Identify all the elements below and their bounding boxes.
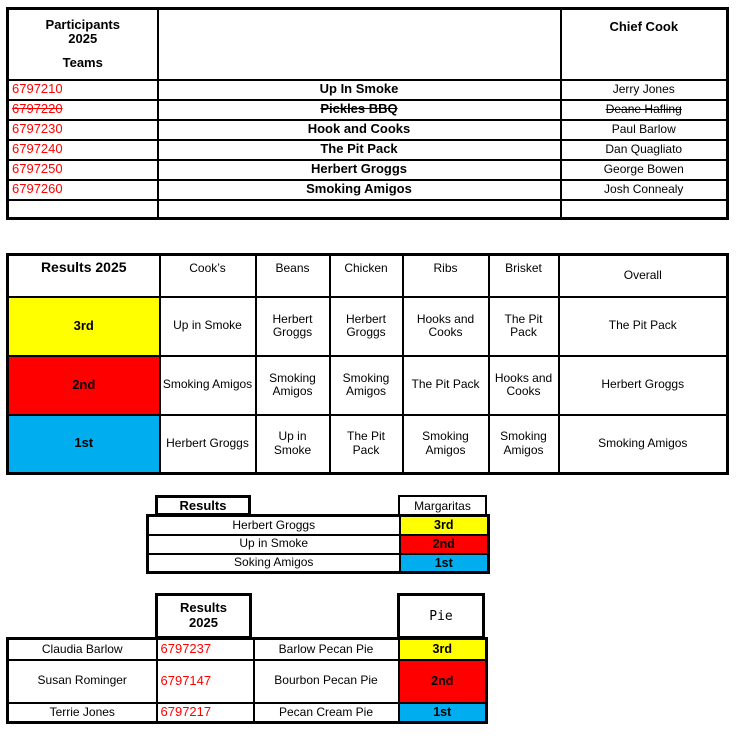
chief-cook-header-cell: Chief Cook — [561, 9, 728, 80]
chief-cook-cell — [561, 140, 728, 160]
participants-title-line1: Participants — [45, 16, 120, 32]
team-name-cell — [158, 100, 561, 120]
team-name: The Pit Pack — [320, 141, 398, 157]
participant-id: 6797230 — [12, 121, 63, 137]
team-name: Pickles BBQ — [320, 101, 398, 117]
margaritas-team-cell: Herbert Groggs — [148, 516, 400, 535]
results-row-third — [8, 297, 728, 356]
participants-title-cell — [8, 9, 158, 80]
participant-row — [8, 100, 728, 120]
result-cell: Smoking Amigos — [330, 356, 403, 415]
pie-category-box: Pie — [397, 593, 485, 639]
team-name: Up In Smoke — [319, 81, 399, 97]
pie-row — [8, 639, 487, 660]
team-name: Herbert Groggs — [310, 161, 408, 177]
pie-entry-cell: Barlow Pecan Pie — [254, 639, 399, 660]
pie-entry-cell: Pecan Cream Pie — [254, 703, 399, 723]
participant-id-cell — [8, 180, 158, 200]
rank-cell: 2nd — [8, 356, 160, 415]
rank-cell: 3rd — [400, 516, 489, 535]
results-row-second — [8, 356, 728, 415]
rank-cell: 2nd — [400, 535, 489, 554]
participant-id-cell — [8, 120, 158, 140]
pie-entry-cell: Bourbon Pecan Pie — [254, 660, 399, 703]
result-cell: Smoking Amigos — [559, 415, 728, 474]
rank-cell: 2nd — [399, 660, 487, 703]
chief-cook-name: Josh Connealy — [604, 181, 684, 196]
column-header-chicken: Chicken — [330, 255, 403, 297]
result-cell: Smoking Amigos — [403, 415, 489, 474]
pie-id-cell: 6797237 — [157, 639, 254, 660]
rank-cell: 1st — [399, 703, 487, 723]
result-cell: Herbert Groggs — [559, 356, 728, 415]
pie-baker-cell: Susan Rominger — [8, 660, 157, 703]
team-name-cell — [158, 80, 561, 100]
chief-cook-cell — [561, 100, 728, 120]
results-header-row — [8, 255, 728, 297]
participant-id-cell — [8, 160, 158, 180]
team-name: Smoking Amigos — [306, 181, 412, 197]
results-2025-table — [6, 253, 729, 475]
participants-table — [6, 7, 729, 220]
pie-results-title-line2: 2025 — [189, 615, 218, 630]
result-cell: Up in Smoke — [160, 297, 256, 356]
pie-results-title-box — [155, 593, 252, 639]
chief-cook-name: Paul Barlow — [611, 121, 676, 136]
participant-row — [8, 140, 728, 160]
participants-header-row — [8, 9, 728, 80]
result-cell: Herbert Groggs — [330, 297, 403, 356]
result-cell: Smoking Amigos — [489, 415, 559, 474]
column-header-overall: Overall — [559, 255, 728, 297]
team-name: Hook and Cooks — [307, 121, 411, 137]
chief-cook-name: George Bowen — [603, 161, 684, 176]
column-header-ribs: Ribs — [403, 255, 489, 297]
column-header-beans: Beans — [256, 255, 330, 297]
chief-cook-cell — [561, 80, 728, 100]
results-row-first — [8, 415, 728, 474]
participant-row — [8, 120, 728, 140]
team-name-cell — [158, 160, 561, 180]
participant-id: 6797260 — [12, 181, 63, 197]
chief-cook-cell — [561, 180, 728, 200]
chief-cook-cell — [561, 200, 728, 219]
result-cell: Smoking Amigos — [256, 356, 330, 415]
participant-id-cell — [8, 140, 158, 160]
team-name-cell — [158, 200, 561, 219]
pie-baker-cell: Terrie Jones — [8, 703, 157, 723]
margaritas-row — [148, 535, 489, 554]
column-header-cooks: Cook’s — [160, 255, 256, 297]
result-cell: Herbert Groggs — [160, 415, 256, 474]
margaritas-results-title-box: Results — [155, 495, 251, 516]
chief-cook-name: Jerry Jones — [612, 81, 675, 96]
empty-header-cell — [158, 9, 561, 80]
pie-id-cell: 6797147 — [157, 660, 254, 703]
result-cell: The Pit Pack — [489, 297, 559, 356]
margaritas-team-cell: Soking Amigos — [148, 554, 400, 573]
result-cell: Hooks and Cooks — [403, 297, 489, 356]
result-cell: Herbert Groggs — [256, 297, 330, 356]
participant-id-cell — [8, 100, 158, 120]
results-title-cell: Results 2025 — [8, 255, 160, 297]
result-cell: Up in Smoke — [256, 415, 330, 474]
participant-id: 6797220 — [12, 101, 63, 117]
participant-row — [8, 180, 728, 200]
margaritas-row — [148, 554, 489, 573]
pie-id-cell: 6797217 — [157, 703, 254, 723]
rank-cell: 1st — [8, 415, 160, 474]
chief-cook-name: Deane Hafling — [605, 101, 682, 116]
participant-id: 6797210 — [12, 81, 63, 97]
pie-row — [8, 660, 487, 703]
chief-cook-cell — [561, 160, 728, 180]
margaritas-team-cell: Up in Smoke — [148, 535, 400, 554]
margaritas-table — [146, 514, 490, 574]
participants-title-line3: Teams — [62, 55, 103, 71]
pie-results-title-line1: Results — [180, 600, 227, 616]
participant-row — [8, 80, 728, 100]
rank-cell: 3rd — [8, 297, 160, 356]
rank-cell: 3rd — [399, 639, 487, 660]
participant-id-cell — [8, 80, 158, 100]
result-cell: The Pit Pack — [403, 356, 489, 415]
pie-table — [6, 637, 488, 724]
result-cell: The Pit Pack — [330, 415, 403, 474]
team-name-cell — [158, 140, 561, 160]
chief-cook-cell — [561, 120, 728, 140]
participant-id: 6797240 — [12, 141, 63, 157]
rank-cell: 1st — [400, 554, 489, 573]
margaritas-row — [148, 516, 489, 535]
chief-cook-name: Dan Quagliato — [605, 141, 683, 156]
result-cell: The Pit Pack — [559, 297, 728, 356]
participant-id-cell — [8, 200, 158, 219]
result-cell: Smoking Amigos — [160, 356, 256, 415]
participant-id: 6797250 — [12, 161, 63, 177]
team-name-cell — [158, 120, 561, 140]
pie-baker-cell: Claudia Barlow — [8, 639, 157, 660]
participants-title-line2: 2025 — [68, 31, 98, 47]
team-name-cell — [158, 180, 561, 200]
pie-row — [8, 703, 487, 723]
column-header-brisket: Brisket — [489, 255, 559, 297]
participant-row-empty — [8, 200, 728, 219]
result-cell: Hooks and Cooks — [489, 356, 559, 415]
participant-row — [8, 160, 728, 180]
margaritas-category-box: Margaritas — [398, 495, 487, 516]
